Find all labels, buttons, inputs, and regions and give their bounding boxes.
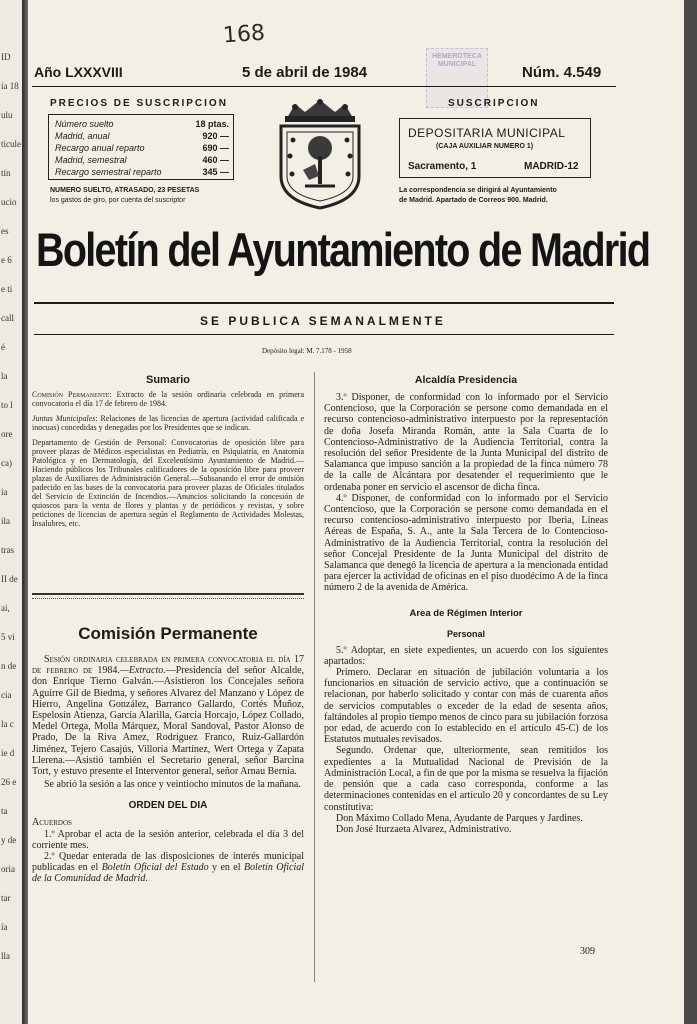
left-page-fragment: tras: [1, 545, 14, 555]
comision-heading: Comisión Permanente: [78, 624, 258, 643]
left-page-fragment: es: [1, 226, 9, 236]
left-page-fragment: ila: [1, 516, 10, 526]
regimen-paragraph: Segundo. Ordenar que, ulteriormente, sean remitidos los expedientes a la Mutualidad Nacional de Previsión de la Administración Local, a fin de que por la misma se resuelva la fijación de pensión que a cada caso corresponda, conforme a las determinaciones contenidas en el artículo 20 y concordantes de su Ley constitutiva:: [324, 745, 608, 813]
left-page-fragment: la: [1, 371, 8, 381]
regimen-name: Don Máximo Collado Mena, Ayudante de Parques y Jardines.: [336, 812, 583, 824]
acuerdo-item: 2.º Quedar enterada de las disposiciones de interés municipal publicadas en el Boletín Oficial del Estado y en el Boletín Oficial de la Comunidad de Madrid.: [32, 851, 305, 885]
price-row: Madrid, semestral 460 —: [55, 155, 229, 165]
left-page-fragment: n de: [1, 661, 17, 671]
left-page-fragment: 26 e: [1, 777, 17, 787]
left-page-fragment: 5 vi: [1, 632, 15, 642]
left-page-edge: [0, 0, 22, 1024]
subscription-note-2: de Madrid. Apartado de Correos 900. Madrid.: [399, 197, 548, 204]
tagline: SE PUBLICA SEMANALMENTE: [200, 314, 446, 328]
left-page-fragment: é: [1, 342, 5, 352]
summary-section: [32, 374, 304, 528]
alcaldia-paragraph: 4.º Disponer, de conformidad con lo informado por el Servicio Contencioso, que la Corporación se persone como demandada en el recurso contencioso-administrativo interpuesto por Iberia, Líneas Aéreas de España, S. A., ante la Sala Tercera de lo Contencioso-Administrativo de la Audiencia Territorial, contra la resolución del señor Concejal Presidente de la Junta Municipal del distrito de Salamanca que denegó la licencia de apertura a la mencionada entidad para ejercer la actividad de oficinas en el piso duodécimo A de la finca número 2 de la avenida de América.: [324, 492, 608, 594]
subscription-box: [399, 118, 591, 178]
left-page-fragment: ucio: [1, 197, 17, 207]
masthead-title: Boletín del Ayuntamiento de Madrid: [36, 223, 650, 276]
acuerdos-label: Acuerdos: [32, 817, 72, 829]
depositaria-label: DEPOSITARIA MUNICIPAL: [408, 126, 566, 140]
summary-item: Departamento de Gestión de Personal: Convocatorias de oposición libre para proveer plazas de Médicos especialistas en Pediatría, en Psiquiatría, en Anatomía Patológica y en Dermatología, del Excelentísimo Ayuntamiento de Madrid.—Haciendo públicos los Tribunales calificadores de la oposición libre para proveer plazas de Auxiliares de Administración General.—Subsanando el error de omisión padecido en las bases de la convocatoria para proveer plazas de Oficiales titulados del Servicio de Extinción de Incendios.—Anuncios solicitando la concesión de quioscos para la venta de flores y plantas y de periódicos y revistas, y sobre peticiones de licencias de apertura según el Reglamento de Actividades Molestas, Insalubres, etc.: [32, 438, 304, 528]
summary-heading: Sumario: [145, 374, 190, 386]
left-page-fragment: ía 18: [1, 81, 19, 91]
legal-deposit: Depósito legal: M. 7.178 - 1958: [262, 347, 352, 355]
left-page-fragment: II de: [1, 574, 18, 584]
city-label: MADRID-12: [524, 161, 579, 172]
handwritten-annotation: 168: [222, 20, 266, 49]
page-number: 309: [580, 946, 595, 957]
left-page-fragment: ca): [1, 458, 12, 468]
issue-date: 5 de abril de 1984: [242, 64, 368, 81]
left-page-fragment: ticule: [1, 139, 21, 149]
regimen-paragraph: 5.º Adoptar, en siete expedientes, un acuerdo con los siguientes apartados:: [324, 644, 608, 667]
price-row: Recargo semestral reparto 345 —: [55, 167, 229, 177]
left-page-fragment: la c: [1, 719, 14, 729]
prices-note-2: los gastos de giro, por cuenta del suscriptor: [50, 197, 186, 204]
section-divider: [32, 593, 304, 599]
price-row: Número suelto 18 ptas.: [55, 119, 229, 129]
subscription-title: SUSCRIPCION: [448, 98, 540, 109]
left-page-fragment: ie d: [1, 748, 15, 758]
left-page-fragment: ai,: [1, 603, 10, 613]
right-background: [684, 0, 697, 1024]
price-row: Recargo anual reparto 690 —: [55, 143, 229, 153]
left-page-fragment: cia: [1, 690, 12, 700]
comision-paragraph: Se abrió la sesión a las once y veintiocho minutos de la mañana.: [44, 779, 301, 791]
prices-title: PRECIOS DE SUSCRIPCION: [50, 98, 228, 109]
subscription-note-1: La correspondencia se dirigirá al Ayuntamiento: [399, 187, 557, 194]
left-page-fragment: y de: [1, 835, 17, 845]
summary-item: Juntas Municipales: Relaciones de las licencias de apertura (actividad calificada e inocuas) concedidas y denegadas por los Presidentes que se indican.: [32, 414, 305, 432]
prices-note-1: NUMERO SUELTO, ATRASADO, 23 PESETAS: [50, 187, 200, 194]
issue-number: Núm. 4.549: [522, 64, 602, 81]
left-page-fragment: tar: [1, 893, 11, 903]
left-page-fragment: ia: [1, 487, 8, 497]
prices-box: [48, 114, 234, 180]
comision-paragraph: Sesión ordinaria celebrada en primera convocatoria el día 17 de febrero de 1984.—Extracto.—Presidencia del señor Alcalde, don Enrique Tierno Galván.—Asistieron los Concejales señora Aguirre Gil de Biedma, y señores Alvarez del Manzano y López de Hierro, Angelina González, Barranco Gallardo, Cortés Muñoz, Espelosín Atienza, García Alarilla, García Horcajo, López Collado, Medel Ortega, Molla Márquez, Moral Sandoval, Pastor Alonso de Prado, De la Riva Amez, Rodríguez Franco, Ruiz-Gallardón Jiménez, Tejero Casajús, Villoria Martínez, Wert Ortega y Zapata Llerena.—Asistió también el Secretario general, señor Barcina Tort, y estuvo presente el Interventor general, señor Arnau Bernia.: [32, 654, 305, 778]
column-divider: [314, 372, 315, 982]
caja-label: (CAJA AUXILIAR NUMERO 1): [436, 143, 534, 150]
library-stamp: HEMEROTECA MUNICIPAL: [426, 48, 488, 108]
regimen-paragraph: Primero. Declarar en situación de jubilación voluntaria a los funcionarios en situación de servicio activo, que a continuación se relacionan, por haberlo solicitado y contar con más de cuarenta años de servicios computables o exceder de la edad de sesenta años, faltándoles al propio tiempo menos de cinco para su jubilación forzosa por edad, de acuerdo con lo establecido en el artículo 45-C) de los Estatutos mutuales revisados.: [324, 667, 608, 746]
masthead-rule-bottom: [34, 334, 614, 335]
alcaldia-paragraph: 3.º Disponer, de conformidad con lo informado por el Servicio Contencioso, que la Corporación se persone como demandada en el recurso contencioso-administrativo interpuesto por la representación de doña Josefa Miranda Román, ante la Sala Cuarta de lo Contencioso-Administrativo de la Audiencia Territorial, contra la resolución del señor Presidente de la Junta Municipal del distrito de Salamanca que impuso sanción a la propiedad de la finca número 78 de la calle de Alcántara por desatender el requerimiento que le ordenaba poner en servicio el ascensor de dicha finca.: [324, 392, 608, 493]
masthead-rule-top: [34, 302, 614, 304]
left-page-fragment: ta: [1, 806, 8, 816]
left-page-fragment: ía: [1, 922, 8, 932]
left-page-fragment: tín: [1, 168, 11, 178]
madrid-coat-of-arms-icon: [275, 96, 365, 212]
personal-subheading: Personal: [446, 628, 486, 639]
issue-year: Año LXXXVIII: [34, 64, 123, 80]
alcaldia-section: [324, 374, 608, 835]
acuerdo-item: 1.º Aprobar el acta de la sesión anterior, celebrada el día 3 del corriente mes.: [32, 828, 304, 851]
header-rule: [32, 86, 616, 87]
left-page-fragment: oria: [1, 864, 15, 874]
orden-heading: ORDEN DEL DIA: [128, 800, 208, 812]
price-row: Madrid, anual 920 —: [55, 131, 229, 141]
left-page-fragment: ore: [1, 429, 13, 439]
left-page-fragment: e ti: [1, 284, 13, 294]
comision-section: [32, 624, 304, 885]
left-page-fragment: ID: [1, 52, 11, 62]
regimen-name: Don José Iturzaeta Alvarez, Administrativo.: [336, 823, 512, 835]
alcaldia-heading: Alcaldía Presidencia: [414, 374, 518, 386]
left-page-fragment: lla: [1, 951, 10, 961]
left-page-fragment: call: [1, 313, 14, 323]
left-page-fragment: e 6: [1, 255, 12, 265]
summary-item: Comisión Permanente: Extracto de la sesión ordinaria celebrada en primera convocatoria el día 17 de febrero de 1984.: [32, 390, 304, 408]
left-page-fragment: ulu: [1, 110, 13, 120]
newspaper-page: [28, 0, 684, 1024]
address-label: Sacramento, 1: [408, 161, 477, 172]
regimen-heading: Area de Régimen Interior: [409, 607, 523, 619]
left-page-fragment: to l: [1, 400, 13, 410]
